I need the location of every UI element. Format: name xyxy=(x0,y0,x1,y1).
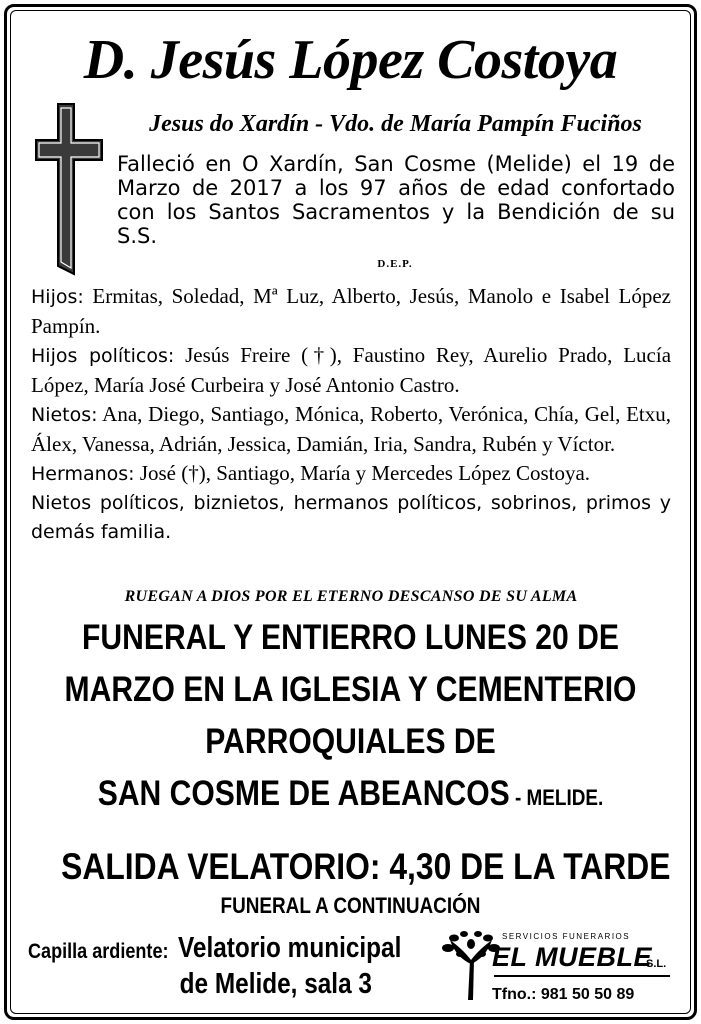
funeral-line-4 xyxy=(61,768,640,824)
hijos-names: Ermitas, Soledad, Mª Luz, Alberto, Jesús, Manolo e Isabel López Pampín. xyxy=(31,284,671,338)
nietos-label: Nietos: xyxy=(31,404,98,426)
funeral-line-1: FUNERAL Y ENTIERRO LUNES 20 DE xyxy=(82,618,619,657)
funeral-line-2: MARZO EN LA IGLESIA Y CEMENTERIO xyxy=(64,670,637,709)
alias-widower-line: Jesus do Xardín - Vdo. de María Pampín Fuciños xyxy=(149,111,642,137)
hermanos-paragraph xyxy=(31,459,671,489)
capilla-label: Capilla ardiente: xyxy=(28,940,169,963)
dep-text: D.E.P. xyxy=(377,258,413,270)
funeral-line-3: PARROQUIALES DE xyxy=(205,722,496,761)
nietos-paragraph xyxy=(31,400,671,459)
hijos-paragraph xyxy=(31,282,671,341)
hijos-politicos-paragraph xyxy=(31,341,671,400)
prayer-line: RUEGAN A DIOS POR EL ETERNO DESCANSO DE SU ALMA xyxy=(124,588,578,605)
nietos-names: Ana, Diego, Santiago, Mónica, Roberto, Verónica, Chía, Gel, Etxu, Álex, Vanessa, Adrián, Jessica, Damián, Iria, Sandra, Rubén y Víctor. xyxy=(31,402,671,456)
funeral-block xyxy=(61,612,640,824)
hijos-politicos-label: Hijos políticos: xyxy=(31,345,175,367)
hijos-politicos-names: Jesús Freire (†), Faustino Rey, Aurelio Prado, Lucía López, María José Curbeira y José Antonio Castro. xyxy=(31,343,672,397)
funeral-continuacion: FUNERAL A CONTINUACIÓN xyxy=(220,893,481,918)
deceased-name: D. Jesús López Costoya xyxy=(83,29,618,91)
funeral-home-name: EL MUEBLE xyxy=(492,942,653,972)
capilla-place-line-1: Velatorio municipal xyxy=(178,932,402,964)
logo-underline xyxy=(494,975,670,977)
cross-icon xyxy=(32,102,104,281)
capilla-place-line-2: de Melide, sala 3 xyxy=(179,968,372,1000)
other-family-paragraph: Nietos políticos, biznietos, hermanos políticos, sobrinos, primos y demás familia. xyxy=(31,492,671,543)
funeral-home-suffix: S.L. xyxy=(646,958,667,970)
family-section xyxy=(31,282,671,547)
funeral-home-phone: Tfno.: 981 50 50 89 xyxy=(492,986,635,1003)
funeral-town: - MELIDE. xyxy=(509,785,604,810)
funeral-home-subtitle: SERVICIOS FUNERARIOS xyxy=(502,932,631,941)
death-notice: Falleció en O Xardín, San Cosme (Melide) el 19 de Marzo de 2017 a los 97 años de edad confortado con los Santos Sacramentos y la Bendición de su S.S. xyxy=(117,152,675,248)
funeral-home-logo xyxy=(440,930,680,1010)
hermanos-names: José (†), Santiago, María y Mercedes López Costoya. xyxy=(139,461,591,485)
hermanos-label: Hermanos: xyxy=(31,463,135,485)
salida-velatorio: SALIDA VELATORIO: 4,30 DE LA TARDE xyxy=(61,846,671,887)
hijos-label: Hijos: xyxy=(31,286,84,308)
capilla-place xyxy=(178,930,402,1002)
funeral-place: SAN COSME DE ABEANCOS xyxy=(97,774,510,813)
